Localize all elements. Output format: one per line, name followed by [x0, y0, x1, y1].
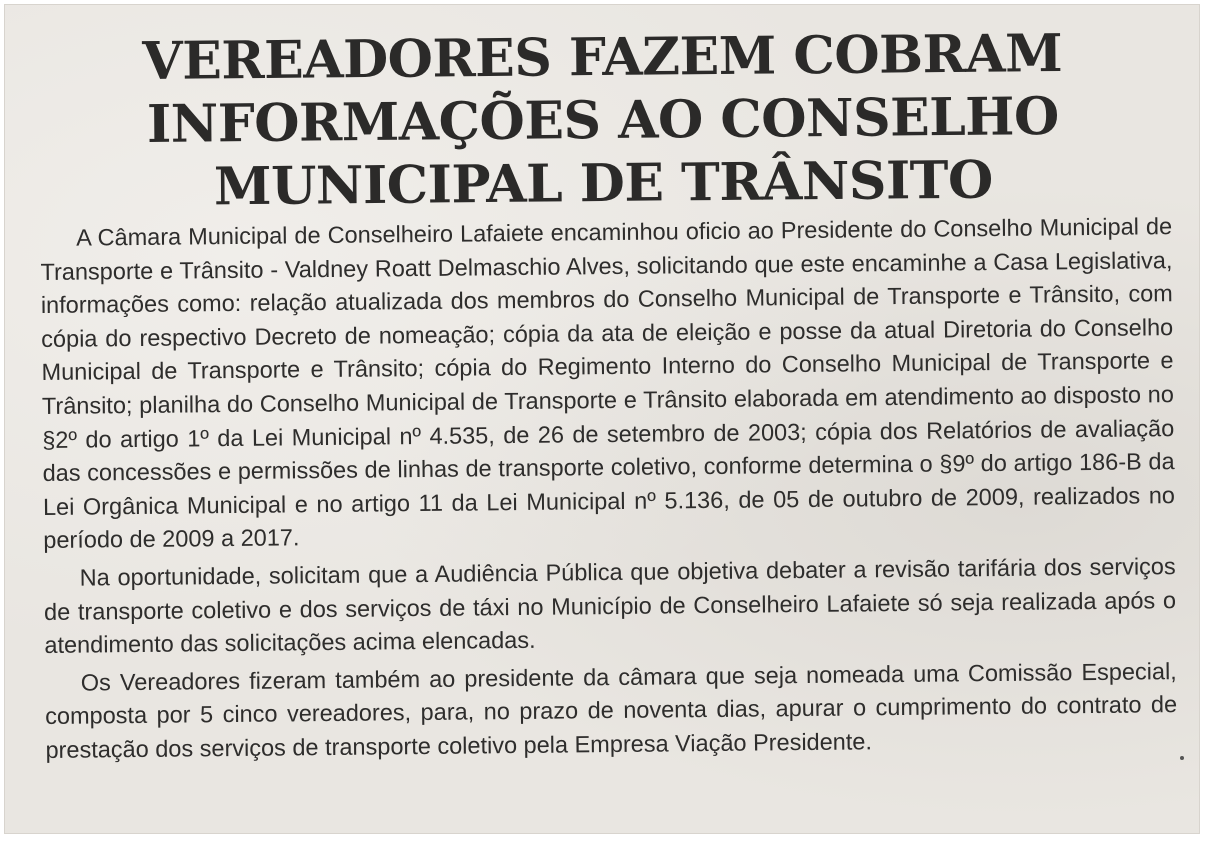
headline-line-2: INFORMAÇÕES AO CONSELHO — [146, 86, 1059, 155]
article-paragraph-3: Os Vereadores fizeram também ao presidente da câmara que seja nomeada uma Comissão Especial, composta por 5 cinco vereadores, para, no prazo de noventa dias, apurar o cumprimento do contrato de prestação dos serviços de transporte coletivo pela Empresa Viação Presidente. — [45, 657, 1178, 763]
edge-dot-mark — [1180, 756, 1184, 760]
headline — [4, 21, 1200, 220]
article-body — [40, 210, 1178, 771]
article-paragraph-2: Na oportunidade, solicitam que a Audiência Pública que objetiva debater a revisão tarifária dos serviços de transporte coletivo e dos serviços de táxi no Município de Conselheiro Lafaiete só seja realizada após o atendimento das solicitações acima elencadas. — [43, 553, 1177, 659]
article-paragraph-1: A Câmara Municipal de Conselheiro Lafaiete encaminhou oficio ao Presidente do Conselho Municipal de Transporte e Trânsito - Valdney Roatt Delmaschio Alves, solicitando que este encaminhe a Casa Legislativa, informações como: relação atualizada dos membros do Conselho Municipal de Transporte e Trânsito, com cópia do respectivo Decreto de nomeação; cópia da ata de eleição e posse da atual Diretoria do Conselho Municipal de Transporte e Trânsito; cópia do Regimento Interno do Conselho Municipal de Transporte e Trânsito; planilha do Conselho Municipal de Transporte e Trânsito elaborada em atendimento ao disposto no §2º do artigo 1º da Lei Municipal nº 4.535, de 26 de setembro de 2003; cópia dos Relatórios de avaliação das concessões e permissões de linhas de transporte coletivo, conforme determina o §9º do artigo 186-B da Lei Orgânica Municipal e no artigo 11 da Lei Municipal nº 5.136, de 05 de outubro de 2009, realizados no período de 2009 a 2017. — [40, 213, 1176, 554]
headline-line-1: VEREADORES FAZEM COBRAM — [142, 22, 1063, 93]
newspaper-clipping — [4, 4, 1200, 834]
headline-line-3: MUNICIPAL DE TRÂNSITO — [213, 149, 994, 218]
